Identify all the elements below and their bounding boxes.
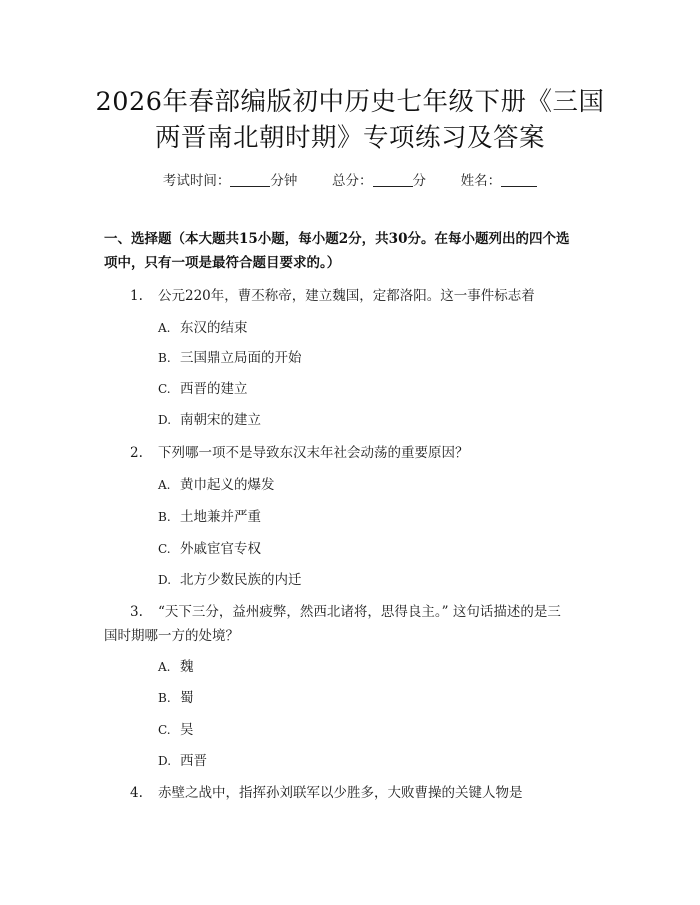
option-letter: D. (158, 573, 172, 587)
section-heading-line-1: 一、选择题（本大题共15小题，每小题2分，共30分。在每小题列出的四个选 (104, 231, 570, 247)
time-label: 考试时间： (162, 173, 231, 189)
document-title-line-1: 2026年春部编版初中历史七年级下册《三国 (95, 87, 605, 117)
option-text: 蜀 (180, 690, 194, 706)
question-3-line-1 (130, 600, 561, 620)
option-text: 外戚宦官专权 (180, 541, 261, 557)
option-letter: A. (158, 660, 171, 674)
question-text: 下列哪一项不是导致东汉末年社会动荡的重要原因？ (158, 445, 469, 461)
q1-option-a (158, 316, 248, 336)
q3-option-a (158, 655, 194, 675)
option-text: 北方少数民族的内迁 (180, 572, 302, 588)
question-number: 1. (130, 288, 143, 304)
q1-option-c (158, 377, 248, 397)
question-number: 4. (130, 785, 143, 801)
q2-option-c (158, 537, 261, 557)
option-letter: C. (158, 723, 171, 737)
option-text: 东汉的结束 (180, 320, 248, 336)
q1-option-b (158, 346, 302, 366)
score-blank (373, 173, 413, 187)
option-letter: D. (158, 754, 172, 768)
option-letter: B. (158, 691, 171, 705)
score-unit: 分 (412, 173, 426, 189)
time-blank (230, 173, 270, 187)
option-text: 黄巾起义的爆发 (180, 477, 275, 493)
option-letter: B. (158, 351, 171, 365)
question-text-continued: 国时期哪一方的处境？ (104, 628, 239, 644)
option-letter: A. (158, 478, 171, 492)
option-letter: C. (158, 542, 171, 556)
q1-option-d (158, 408, 261, 428)
question-text: 赤壁之战中，指挥孙刘联军以少胜多，大败曹操的关键人物是 (158, 785, 523, 801)
section-heading-line-2: 项中，只有一项是最符合题目要求的。） (104, 255, 341, 271)
option-text: 西晋的建立 (180, 381, 248, 397)
name-label: 姓名： (460, 173, 502, 189)
question-text: “天下三分，益州疲弊，然西北诸将，思得良主。” 这句话描述的是三 (158, 604, 561, 620)
q2-option-b (158, 505, 261, 525)
question-3-line-2 (104, 624, 239, 644)
q2-option-d (158, 568, 302, 588)
option-text: 魏 (180, 659, 194, 675)
question-4 (130, 781, 523, 801)
question-text: 公元220年，曹丕称帝，建立魏国，定都洛阳。这一事件标志着 (158, 288, 535, 304)
option-letter: D. (158, 413, 172, 427)
option-text: 三国鼎立局面的开始 (180, 350, 302, 366)
option-text: 西晋 (180, 753, 207, 769)
exam-meta (0, 169, 700, 189)
question-number: 2. (130, 445, 143, 461)
q3-option-c (158, 718, 194, 738)
option-letter: A. (158, 321, 171, 335)
option-text: 南朝宋的建立 (180, 412, 261, 428)
q3-option-d (158, 749, 207, 769)
option-text: 吴 (180, 722, 194, 738)
score-label: 总分： (332, 173, 373, 189)
option-text: 土地兼并严重 (180, 509, 261, 525)
question-number: 3. (130, 604, 143, 620)
option-letter: C. (158, 382, 171, 396)
q2-option-a (158, 473, 275, 493)
question-2 (130, 441, 469, 461)
q3-option-b (158, 686, 194, 706)
time-unit: 分钟 (270, 173, 298, 189)
name-blank (501, 173, 537, 187)
option-letter: B. (158, 510, 171, 524)
question-1 (130, 284, 535, 304)
document-title-line-2: 两晋南北朝时期》专项练习及答案 (154, 123, 545, 153)
